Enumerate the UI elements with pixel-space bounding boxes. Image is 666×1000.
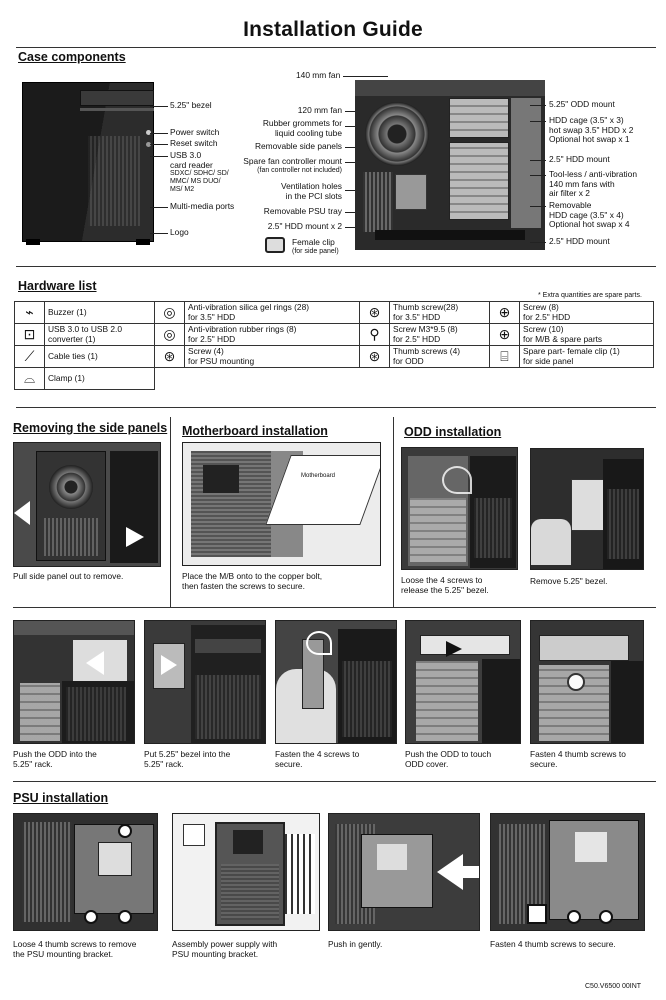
photo-odd-1 <box>401 447 518 570</box>
caption-psu-3: Push in gently. <box>328 939 383 949</box>
label-power-switch: Power switch <box>170 127 220 137</box>
hw-m3-screw: Screw M3*9.5 (8) for 2.5" HDD <box>390 324 490 346</box>
section-motherboard: Motherboard installation <box>182 424 328 438</box>
hw-screw-10: Screw (10) for M/B & spare parts <box>520 324 654 346</box>
photo-odd-6 <box>405 620 521 744</box>
label-bezel: 5.25" bezel <box>170 100 212 110</box>
label-grommets: Rubber grommets for liquid cooling tube <box>262 118 342 138</box>
photo-motherboard <box>182 442 381 566</box>
case-front-photo <box>18 76 160 246</box>
label-odd-mount: 5.25" ODD mount <box>549 99 615 109</box>
label-hdd-cage-3: HDD cage (3.5" x 3) hot swap 3.5" HDD x 2 Optional hot swap x 1 <box>549 115 634 145</box>
caption-r2-c: Fasten the 4 screws to secure. <box>275 749 360 769</box>
thumb-screw-odd-icon: ⊛ <box>360 346 390 368</box>
label-hdd25-mount: 2.5" HDD mount <box>549 154 610 164</box>
clamp-icon: ⌓ <box>15 368 45 390</box>
rubber-ring-icon: ◎ <box>155 324 185 346</box>
hw-rubber: Anti-vibration rubber rings (8) for 2.5" HDD <box>185 324 360 346</box>
case-interior-photo <box>355 80 545 250</box>
label-hdd25-mount-b: 2.5" HDD mount <box>549 236 610 246</box>
caption-psu-1: Loose 4 thumb screws to remove the PSU mounting bracket. <box>13 939 137 959</box>
label-multimedia: Multi-media ports <box>170 201 235 211</box>
hw-thumb-odd: Thumb screws (4) for ODD <box>390 346 490 368</box>
hardware-table <box>14 301 654 390</box>
hw-female-clip: Spare part- female clip (1) for side panel <box>520 346 654 368</box>
female-clip-spare-icon: ⌸ <box>490 346 520 368</box>
photo-psu-4 <box>490 813 645 931</box>
hw-screw-8: Screw (8) for 2.5" HDD <box>520 302 654 324</box>
caption-psu-2: Assembly power supply with PSU mounting bracket. <box>172 939 278 959</box>
hw-buzzer: Buzzer (1) <box>45 302 155 324</box>
label-psu-tray: Removable PSU tray <box>263 206 342 216</box>
section-side-panels: Removing the side panels <box>13 421 168 435</box>
label-140-fan: 140 mm fan <box>296 70 341 80</box>
usb-converter-icon: ⊡ <box>15 324 45 346</box>
section-case-components: Case components <box>18 50 126 64</box>
caption-odd-1: Loose the 4 screws to release the 5.25" bezel. <box>401 575 489 595</box>
label-120-fan: 120 mm fan <box>297 105 342 115</box>
label-hdd25-mount-x2: 2.5" HDD mount x 2 <box>267 221 342 231</box>
label-tool-less: Tool-less / anti-vibration 140 mm fans with air filter x 2 <box>549 169 637 199</box>
buzzer-icon: ⌁ <box>15 302 45 324</box>
photo-psu-2 <box>172 813 320 931</box>
photo-odd-7 <box>530 620 644 744</box>
photo-side-panel <box>13 442 161 567</box>
label-usb: USB 3.0 card reader SDXC/ SDHC/ SD/ MMC/ MS DUO/ MS/ M2 <box>170 150 229 194</box>
caption-r2-e: Fasten 4 thumb screws to secure. <box>530 749 626 769</box>
hw-psu-screw: Screw (4) for PSU mounting <box>185 346 360 368</box>
label-spare-fan: Spare fan controller mount (fan controller not included) <box>243 156 342 174</box>
photo-odd-2 <box>530 448 644 570</box>
label-female-clip: Female clip (for side panel) <box>292 237 339 255</box>
photo-odd-4 <box>144 620 266 744</box>
label-reset-switch: Reset switch <box>170 138 218 148</box>
caption-odd-2: Remove 5.25" bezel. <box>530 576 608 586</box>
photo-odd-5 <box>275 620 397 744</box>
thumb-screw-icon: ⊛ <box>360 302 390 324</box>
footer-code: C50.V6500 00INT <box>585 983 642 990</box>
label-ventilation: Ventilation holes in the PCI slots <box>281 181 342 201</box>
caption-side-panel: Pull side panel out to remove. <box>13 571 124 581</box>
cable-tie-icon: ⟋ <box>15 346 45 368</box>
hw-clamp: Clamp (1) <box>45 368 155 390</box>
caption-r2-d: Push the ODD to touch ODD cover. <box>405 749 492 769</box>
hw-thumb-hdd: Thumb screw(28) for 3.5" HDD <box>390 302 490 324</box>
section-odd: ODD installation <box>404 425 502 439</box>
photo-psu-1 <box>13 813 158 931</box>
label-removable-side: Removable side panels <box>254 141 342 151</box>
section-hardware-list: Hardware list <box>18 279 97 293</box>
label-logo: Logo <box>170 227 189 237</box>
silica-ring-icon: ◎ <box>155 302 185 324</box>
label-removable-cage: Removable HDD cage (3.5" x 4) Optional hot swap x 4 <box>549 200 630 230</box>
caption-mb: Place the M/B onto to the copper bolt, then fasten the screws to secure. <box>182 571 323 591</box>
hardware-note: * Extra quantities are spare parts. <box>538 292 642 299</box>
mb-screw-icon: ⊕ <box>490 324 520 346</box>
title-rule <box>16 47 656 48</box>
female-clip-icon <box>265 237 285 253</box>
caption-psu-4: Fasten 4 thumb screws to secure. <box>490 939 616 949</box>
photo-odd-3 <box>13 620 135 744</box>
section-psu: PSU installation <box>13 791 109 805</box>
m3-screw-icon: ⚲ <box>360 324 390 346</box>
psu-screw-icon: ⊛ <box>155 346 185 368</box>
page-title: Installation Guide <box>243 18 423 41</box>
screw-icon: ⊕ <box>490 302 520 324</box>
hw-cable-ties: Cable ties (1) <box>45 346 155 368</box>
caption-r2-b: Put 5.25" bezel into the 5.25" rack. <box>144 749 231 769</box>
hw-usb-converter: USB 3.0 to USB 2.0 converter (1) <box>45 324 155 346</box>
photo-psu-3 <box>328 813 480 931</box>
caption-r2-a: Push the ODD into the 5.25" rack. <box>13 749 97 769</box>
mb-board-label: Motherboard <box>301 473 336 479</box>
hw-silica: Anti-vibration silica gel rings (28) for 3.5" HDD <box>185 302 360 324</box>
